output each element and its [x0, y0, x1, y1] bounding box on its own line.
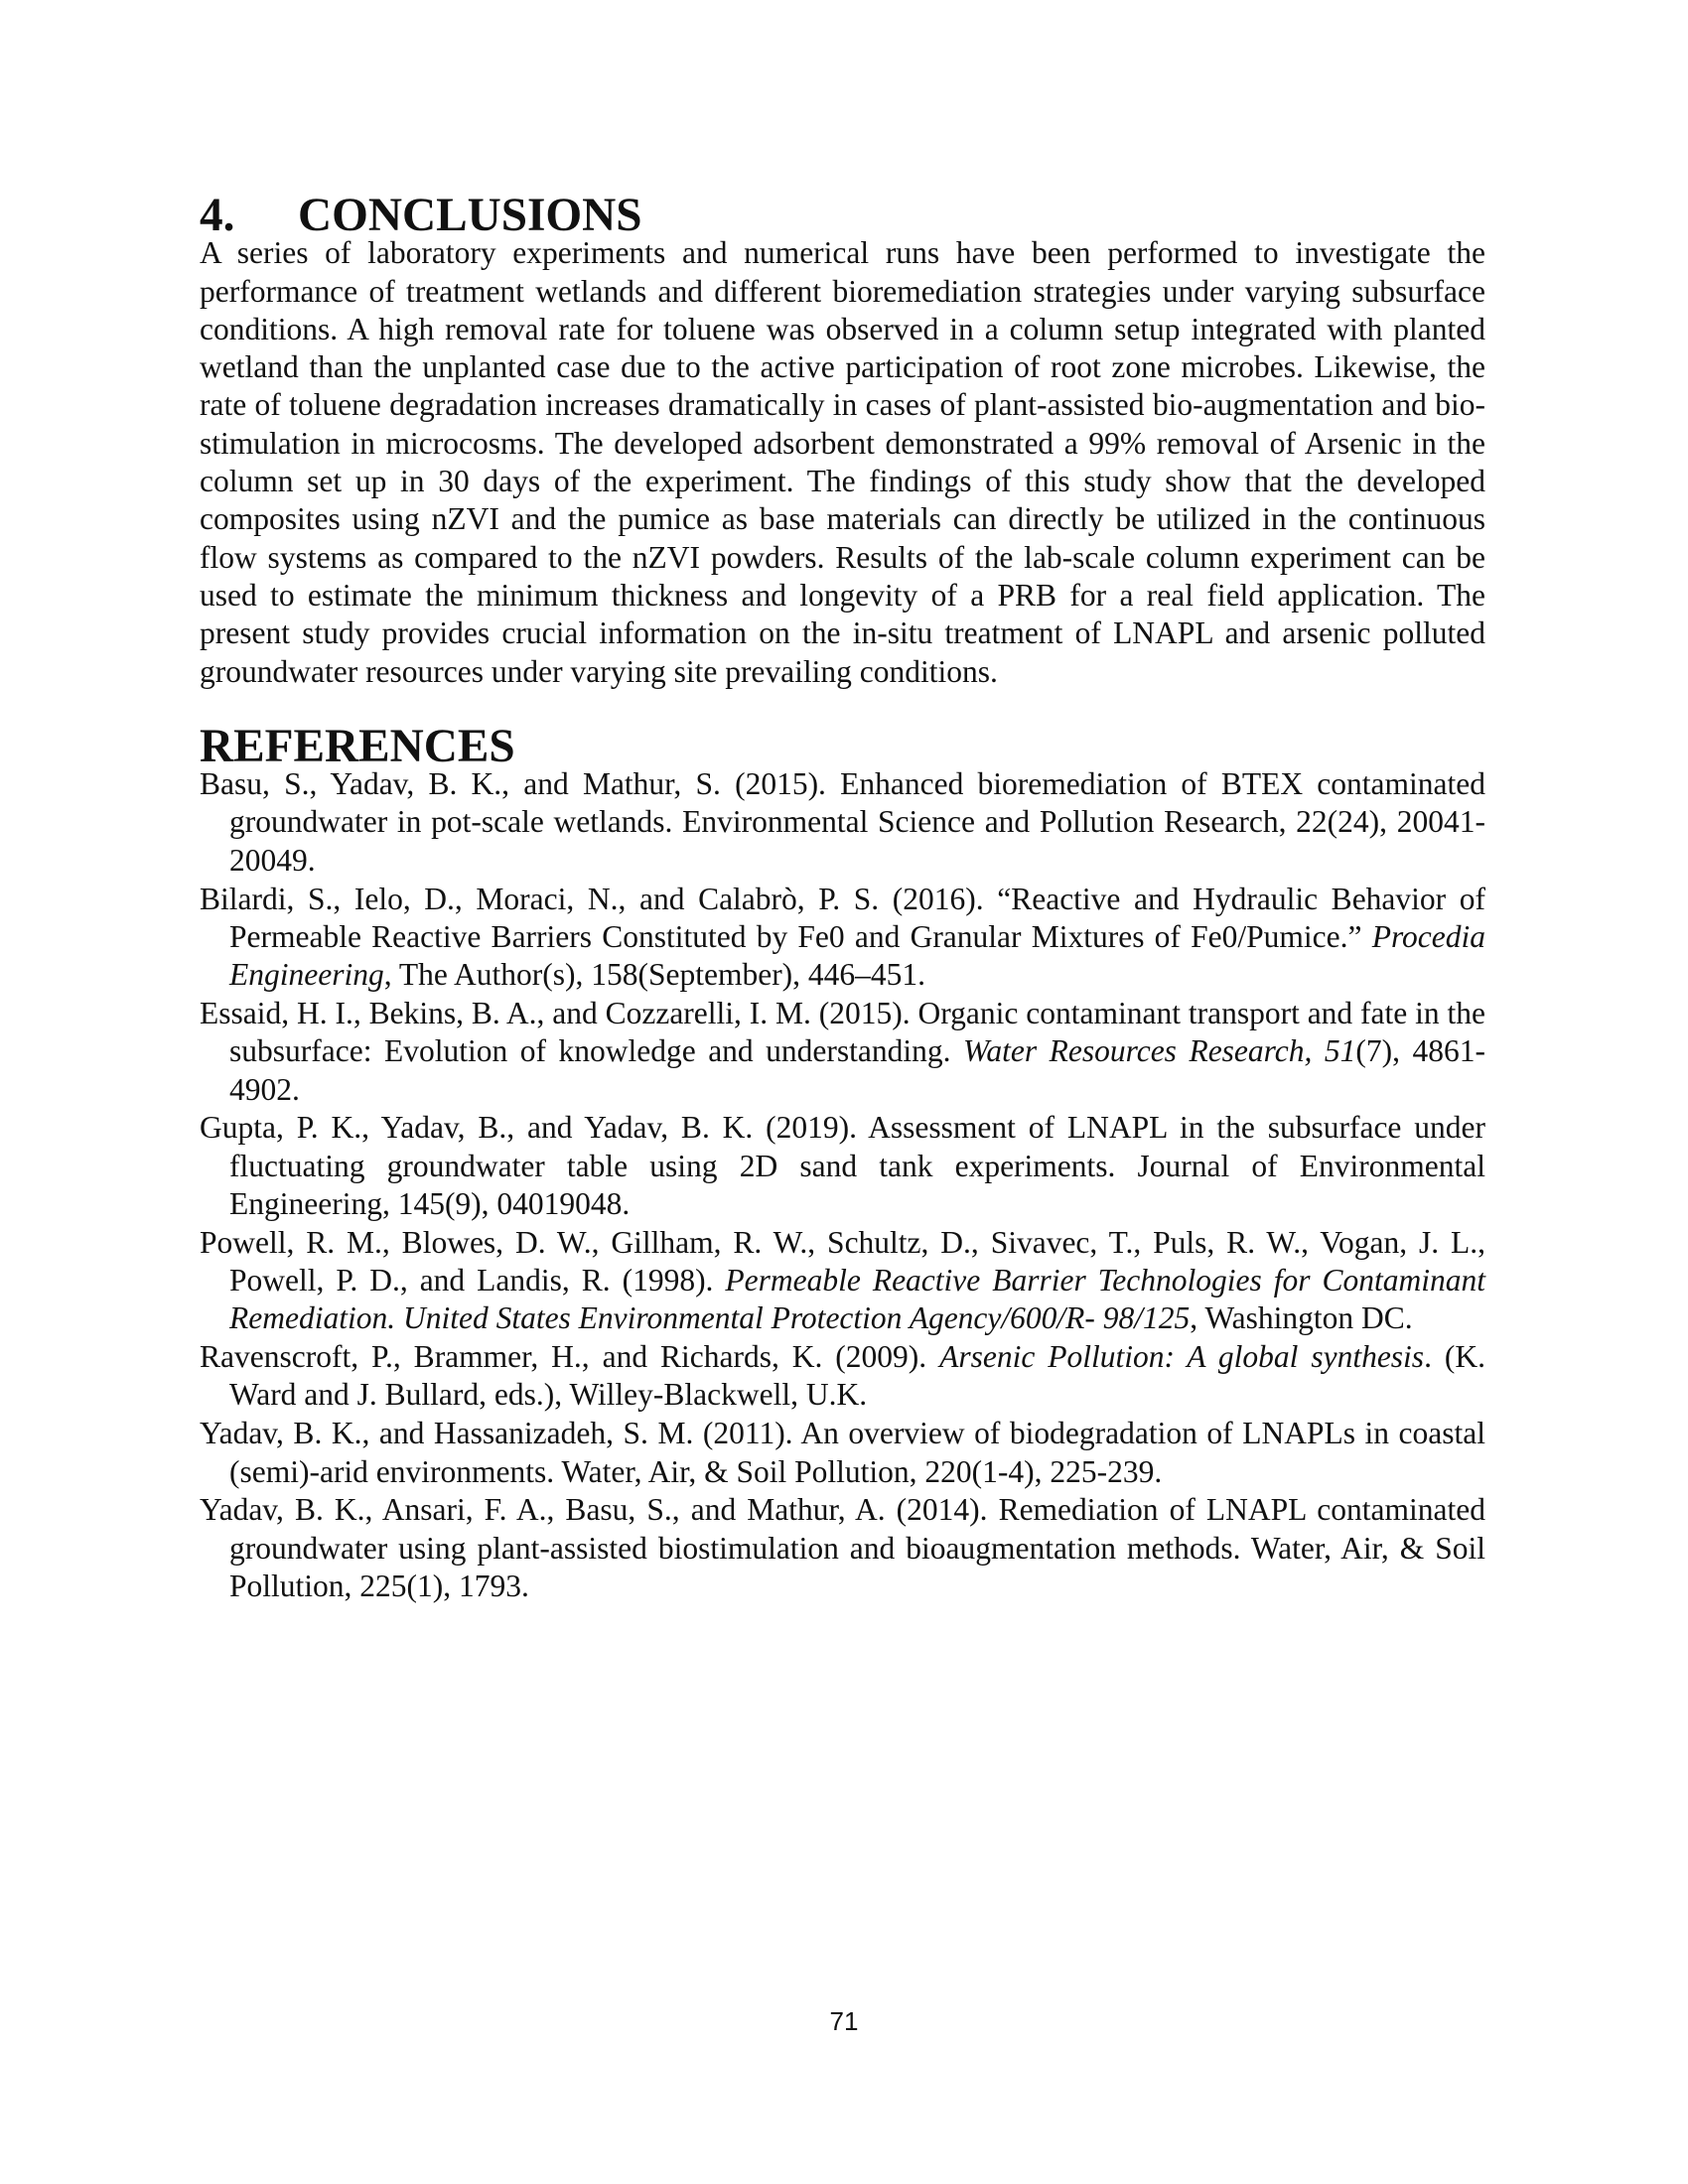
reference-text: Yadav, B. K., Ansari, F. A., Basu, S., and Mathur, A. (2014). Remediation of LNAPL contaminated groundwater using plant-assisted biostimulation and bioaugmentation methods. Water, Air, & Soil Pollution, 225(1), 1793.: [200, 1492, 1485, 1603]
conclusions-paragraph: A series of laboratory experiments and numerical runs have been performed to investigate the performance of treatment wetlands and different bioremediation strategies under varying subsurface conditions. A high removal rate for toluene was observed in a column setup integrated with planted wetland than the unplanted case due to the active participation of root zone microbes. Likewise, the rate of toluene degradation increases dramatically in cases of plant-assisted bio-augmentation and bio-stimulation in microcosms. The developed adsorbent demonstrated a 99% removal of Arsenic in the column set up in 30 days of the experiment. The findings of this study show that the developed composites using nZVI and the pumice as base materials can directly be utilized in the continuous flow systems as compared to the nZVI powders. Results of the lab-scale column experiment can be used to estimate the minimum thickness and longevity of a PRB for a real field application. The present study provides crucial information on the in-situ treatment of LNAPL and arsenic polluted groundwater resources under varying site prevailing conditions.: [200, 235, 1485, 689]
reference-item: [200, 765, 1485, 880]
reference-text: Basu, S., Yadav, B. K., and Mathur, S. (2015). Enhanced bioremediation of BTEX contaminated groundwater in pot-scale wetlands. Environmental Science and Pollution Research, 22(24), 20041-20049.: [200, 766, 1485, 878]
reference-italic-text: Water Resources Research, 51: [963, 1033, 1356, 1069]
reference-text: Gupta, P. K., Yadav, B., and Yadav, B. K. (2019). Assessment of LNAPL in the subsurface under fluctuating groundwater table using 2D sand tank experiments. Journal of Environmental Engineering, 145(9), 04019048.: [200, 1110, 1485, 1221]
reference-item: [200, 1338, 1485, 1415]
reference-text: Essaid, H. I., Bekins, B. A., and Cozzarelli, I. M. (2015). Organic contaminant transport and fate in the subsurface: Evolution of knowledge and understanding.: [200, 995, 1485, 1069]
reference-text: Bilardi, S., Ielo, D., Moraci, N., and Calabrò, P. S. (2016). “Reactive and Hydraulic Behavior of Permeable Reactive Barriers Constituted by Fe0 and Granular Mixtures of Fe0/Pumice.”: [200, 881, 1485, 954]
reference-italic-text: Permeable Reactive Barrier Technologies for Contaminant Remediation. United States Environmental Protection Agency/600/R- 98/125: [229, 1263, 1485, 1336]
reference-item: [200, 1224, 1485, 1338]
page-number: 71: [829, 2006, 859, 2036]
reference-text-tail: . (K. Ward and J. Bullard, eds.), Willey-Blackwell, U.K.: [229, 1339, 1485, 1413]
reference-item: [200, 881, 1485, 995]
reference-list: [200, 765, 1485, 1605]
reference-text: Powell, R. M., Blowes, D. W., Gillham, R. W., Schultz, D., Sivavec, T., Puls, R. W., Vogan, J. L., Powell, P. D., and Landis, R. (1998).: [200, 1224, 1485, 1298]
reference-italic-text: Arsenic Pollution: A global synthesis: [939, 1339, 1425, 1375]
reference-text-tail: , The Author(s), 158(September), 446–451.: [383, 957, 926, 993]
reference-text: Ravenscroft, P., Brammer, H., and Richards, K. (2009).: [200, 1339, 940, 1375]
reference-item: [200, 1415, 1485, 1491]
reference-italic-text: Procedia Engineering: [229, 918, 1485, 993]
reference-item: [200, 1109, 1485, 1223]
reference-text-tail: , Washington DC.: [1190, 1300, 1413, 1336]
section-number: 4.: [200, 190, 235, 241]
references-heading: REFERENCES: [200, 720, 515, 772]
reference-item: [200, 995, 1485, 1109]
page-content: [200, 190, 1485, 1605]
section-heading: [200, 190, 1485, 241]
reference-text-tail: (7), 4861-4902.: [229, 1033, 1485, 1107]
section-title: CONCLUSIONS: [298, 190, 642, 241]
reference-text: Yadav, B. K., and Hassanizadeh, S. M. (2011). An overview of biodegradation of LNAPLs in coastal (semi)-arid environments. Water, Air, & Soil Pollution, 220(1-4), 225-239.: [200, 1416, 1485, 1489]
reference-item: [200, 1491, 1485, 1605]
